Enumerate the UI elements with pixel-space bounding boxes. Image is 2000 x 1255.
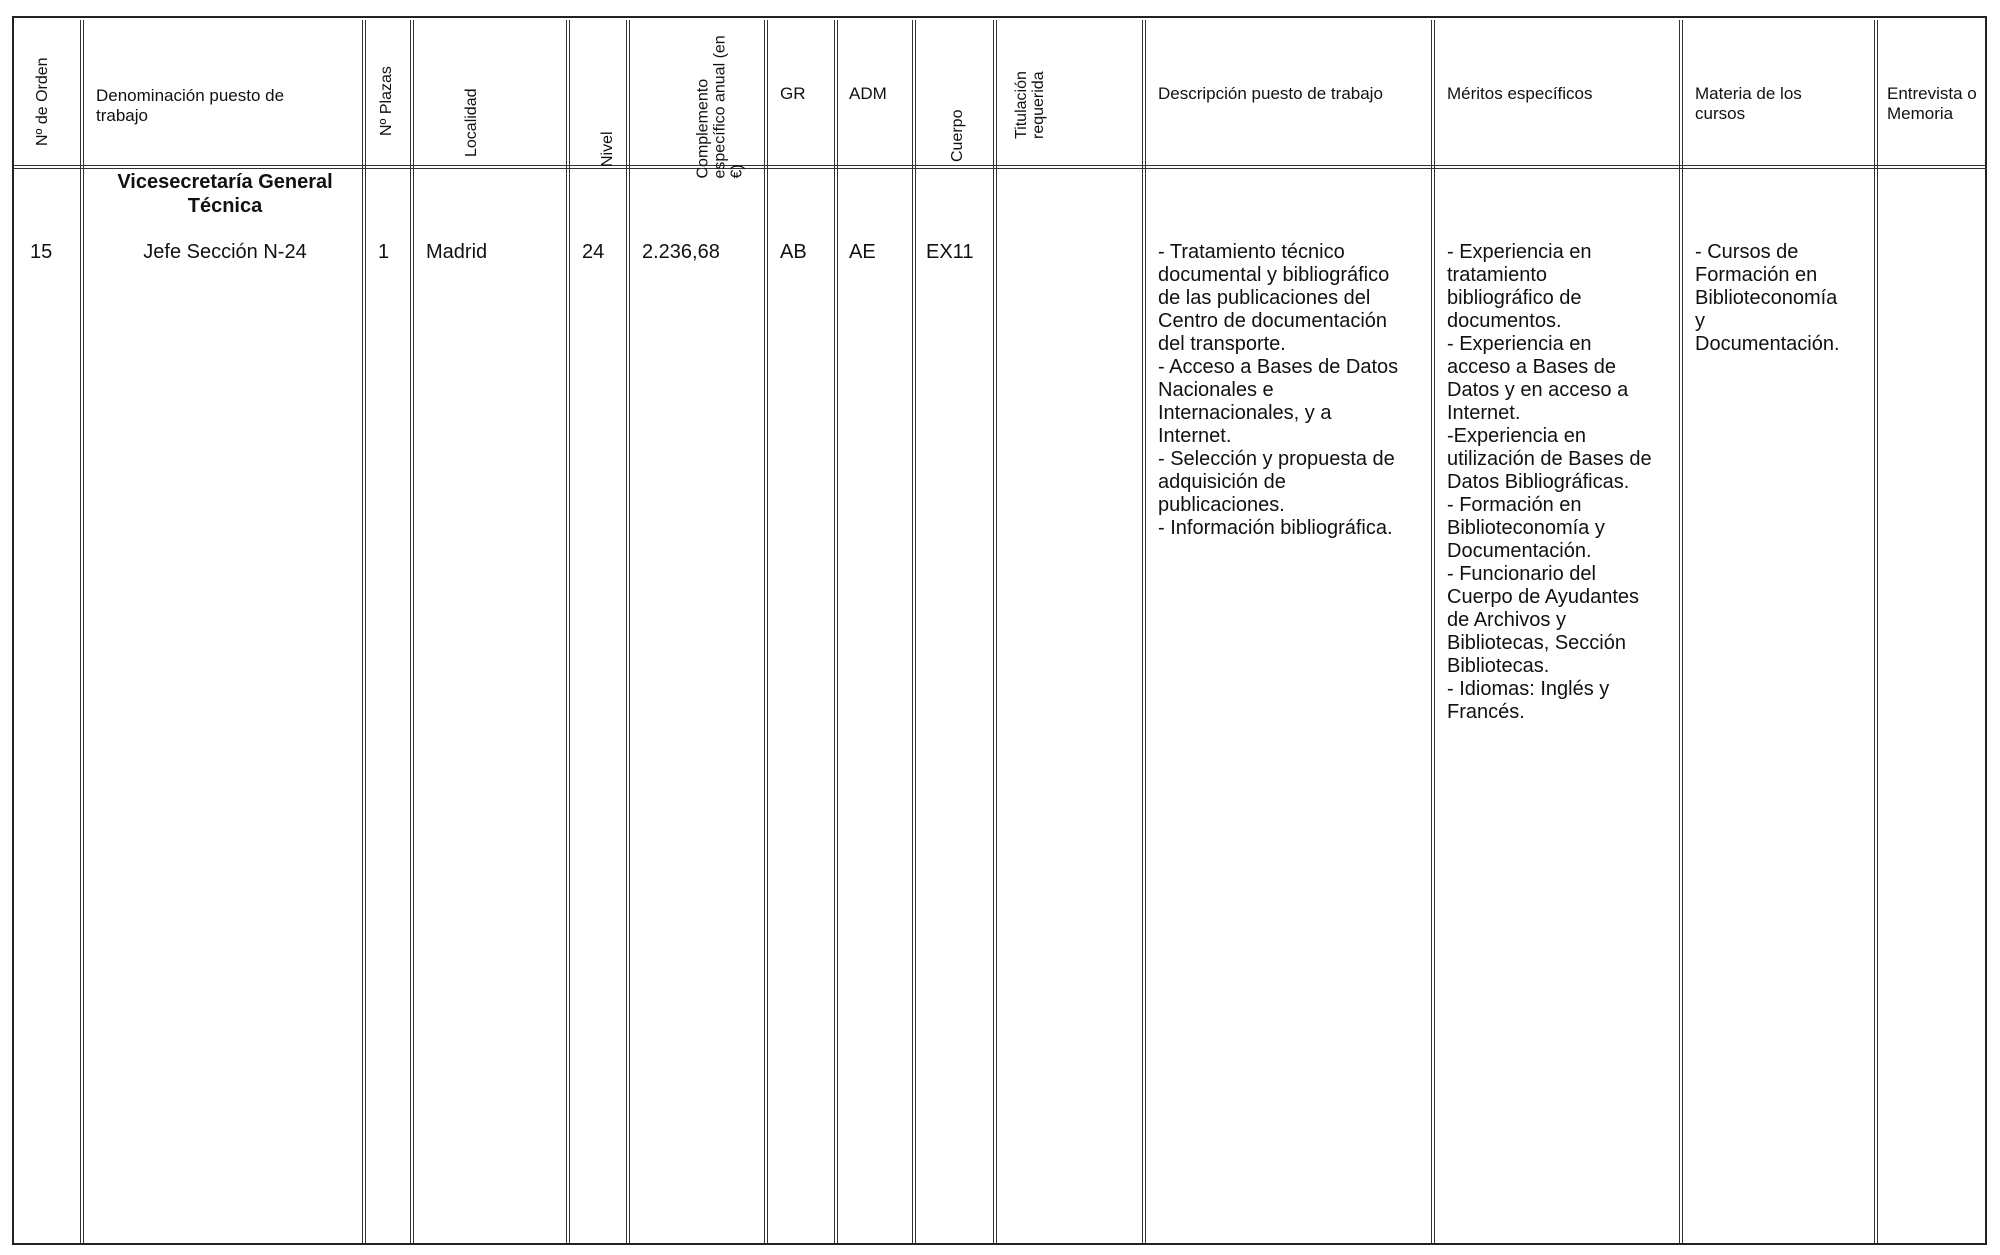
column-divider (362, 20, 366, 1243)
cell-plazas: 1 (378, 241, 390, 263)
header-titulacion: Titulación requerida (1013, 71, 1047, 139)
meritos-text: - Experiencia en tratamiento bibliográfico de documentos. - Experiencia en acceso a Bases de Datos y en acceso a Internet. -Experiencia en utilización de Bases de Datos Bibliográficas. - Formación en Biblioteconomía y Documentación. - Funcionario del Cuerpo de Ayudantes de Archivos y Bibliotecas, Sección Bibliotecas. - Idiomas: Inglés y Francés. (1447, 241, 1652, 723)
cell-nivel: 24 (582, 241, 605, 263)
header-adm: ADM (849, 84, 887, 103)
header-nivel: Nivel (599, 131, 616, 167)
cell-adm: AE (849, 241, 876, 263)
column-divider (80, 20, 84, 1243)
cell-gr: AB (780, 241, 807, 263)
column-divider (1142, 20, 1146, 1243)
section-heading: Vicesecretaría General Técnica (117, 171, 333, 217)
cell-localidad: Madrid (426, 241, 488, 263)
header-plazas: Nº Plazas (378, 66, 395, 136)
materia-text: - Cursos de Formación en Biblioteconomía y Documentación. (1695, 241, 1840, 355)
header-meritos: Méritos específicos (1447, 84, 1593, 103)
header-gr: GR (780, 84, 806, 103)
column-divider (834, 20, 838, 1243)
column-divider (410, 20, 414, 1243)
column-divider (912, 20, 916, 1243)
cell-descripcion (1158, 241, 1423, 540)
column-divider (1679, 20, 1683, 1243)
header-descripcion: Descripción puesto de trabajo (1158, 84, 1383, 103)
column-divider (1874, 20, 1878, 1243)
column-divider (566, 20, 570, 1243)
descripcion-text: - Tratamiento técnico documental y bibliográfico de las publicaciones del Centro de documentación del transporte. - Acceso a Bases de Datos Nacionales e Internacionales, y a Internet. - Selección y propuesta de adquisición de publicaciones. - Información bibliográfica. (1158, 241, 1399, 539)
cell-complemento: 2.236,68 (642, 241, 720, 263)
cell-denominacion: Jefe Sección N-24 (143, 241, 307, 263)
cell-cuerpo: EX11 (926, 241, 974, 263)
header-cuerpo: Cuerpo (949, 109, 966, 162)
column-divider (993, 20, 997, 1243)
header-orden: Nº de Orden (34, 57, 51, 146)
column-divider (764, 20, 768, 1243)
header-materia: Materia de los cursos (1695, 84, 1802, 123)
column-divider (1431, 20, 1435, 1243)
header-divider (12, 165, 1987, 169)
header-denominacion: Denominación puesto de trabajo (96, 86, 285, 125)
header-complemento: Complemento específico anual (en €) (694, 35, 746, 179)
cell-meritos (1447, 241, 1672, 724)
header-localidad: Localidad (463, 88, 480, 157)
column-divider (626, 20, 630, 1243)
cell-orden: 15 (30, 241, 53, 263)
header-entrevista: Entrevista o Memoria (1887, 84, 1977, 123)
cell-materia (1695, 241, 1870, 356)
